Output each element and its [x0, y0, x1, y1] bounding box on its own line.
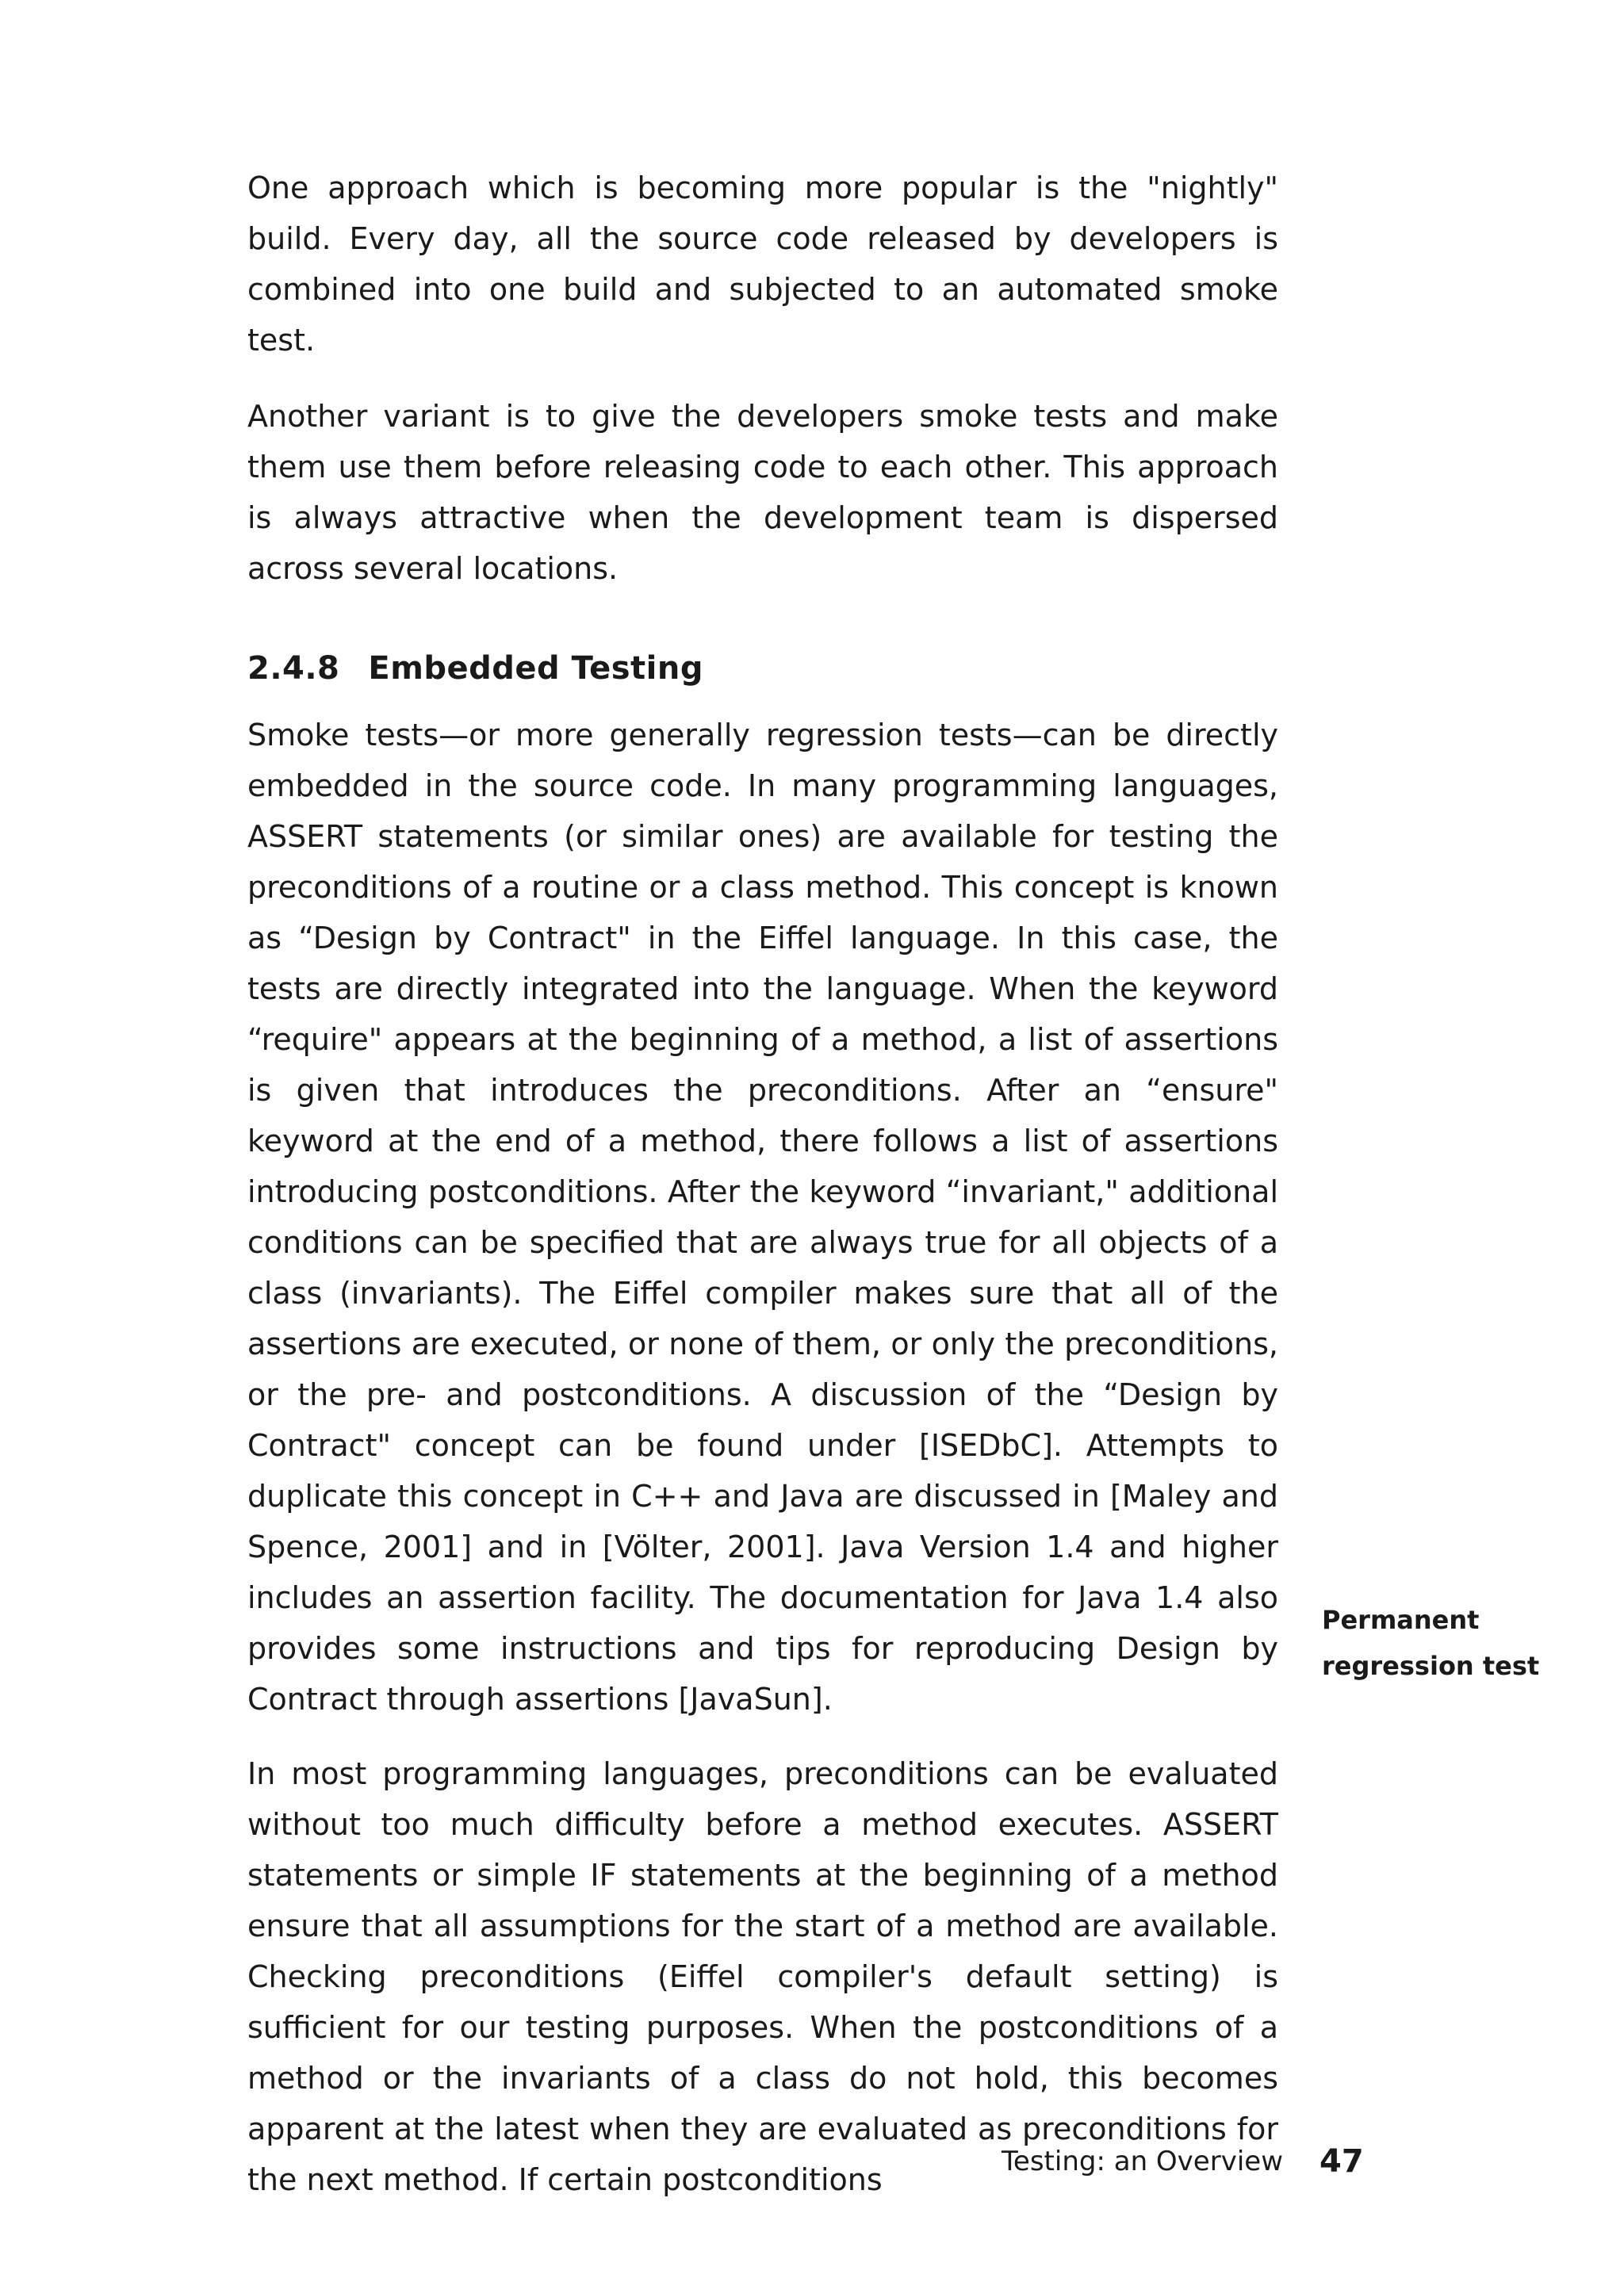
- paragraph-developer-smoke-tests: Another variant is to give the developers smoke tests and make them use them before releasing code to each other. This approach is always attractive when the development team is dispersed across several locations.: [247, 399, 1278, 586]
- paragraph-design-by-contract: Smoke tests—or more generally regression tests—can be directly embedded in the source code. In many programming languages, ASSERT statements (or similar ones) are available for testing the preconditions of a routine or a class method. This concept is known as “Design by Contract" in the Eiffel language. In this case, the tests are directly integrated into the language. When the keyword “require" appears at the beginning of a method, a list of assertions is given that introduces the preconditions. After an “ensure" keyword at the end of a method, there follows a list of assertions introducing postconditions. After the keyword “invariant," additional conditions can be specified that are always true for all objects of a class (invariants). The Eiffel compiler makes sure that all of the assertions are executed, or none of them, or only the preconditions, or the pre- and postconditions. A discussion of the “Design by Contract" concept can be found under [ISEDbC]. Attempts to duplicate this concept in C++ and Java are discussed in [Maley and Spence, 2001] and in [Völter, 2001]. Java Version 1.4 and higher includes an assertion facility. The documentation for Java 1.4 also provides some instructions and tips for reproducing Design by Contract through assertions [JavaSun].: [247, 718, 1278, 1717]
- body-text-column: [247, 163, 1278, 2205]
- running-footer-title: Testing: an Overview: [1001, 2146, 1283, 2177]
- section-title: Embedded Testing: [368, 650, 703, 687]
- section-heading: [247, 646, 1278, 691]
- margin-note-line-2: regression test: [1322, 1651, 1540, 1681]
- page-footer: [0, 2138, 1624, 2185]
- paragraph-preconditions: In most programming languages, preconditions can be evaluated without too much difficulty before a method executes. ASSERT statements or simple IF statements at the beginning of a method ensure that all assumptions for the start of a method are available. Checking preconditions (Eiffel compiler's default setting) is sufficient for our testing purposes. When the postconditions of a method or the invariants of a class do not hold, this becomes apparent at the latest when they are evaluated as preconditions for the next method. If certain postconditions: [247, 1756, 1278, 2197]
- page-number: 47: [1320, 2143, 1364, 2180]
- margin-note: [1322, 1597, 1560, 1689]
- section-number: 2.4.8: [247, 650, 340, 687]
- paragraph-nightly-build: One approach which is becoming more popular is the "nightly" build. Every day, all the source code released by developers is combined into one build and subjected to an automated smoke test.: [247, 170, 1278, 358]
- margin-note-line-1: Permanent: [1322, 1605, 1480, 1635]
